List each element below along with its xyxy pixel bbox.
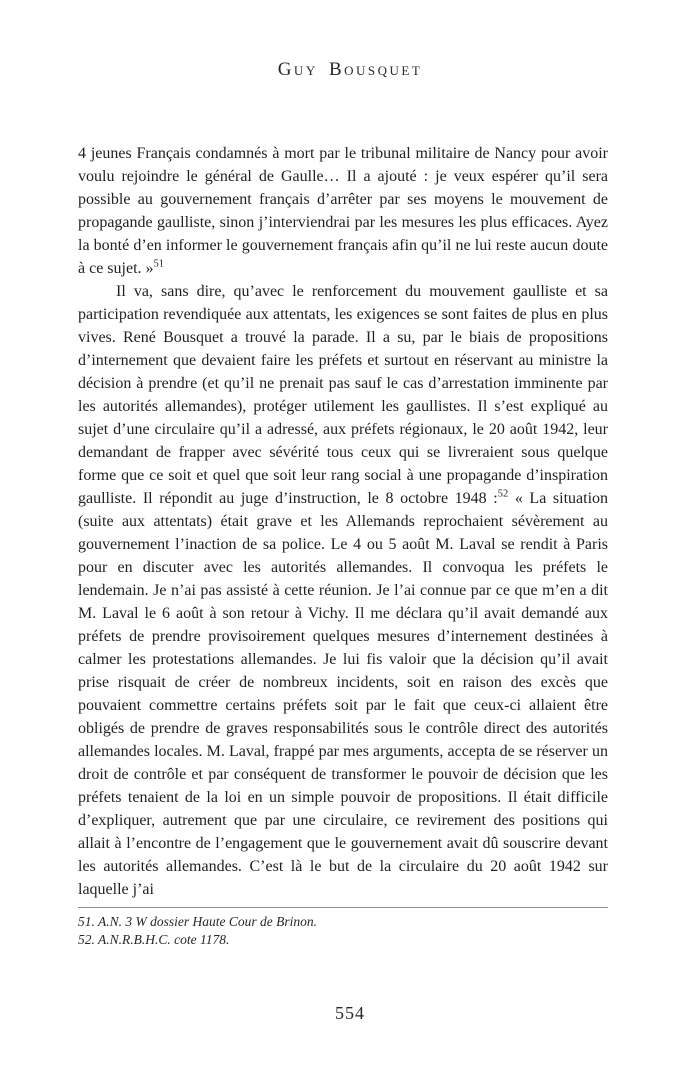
page-number: 554 xyxy=(335,1003,365,1023)
running-header: Guy Bousquet xyxy=(277,59,423,80)
paragraph: Il va, sans dire, qu’avec le renforcement du mouvement gaulliste et sa participation revendiquée aux attentats, les exigences se sont faites de plus en plus vives. René Bousquet a trouvé la parade. Il a su, par le biais de propositions d’internement que devaient faire les préfets et surtout en réservant au ministre la décision à prendre (et qu’il ne prenait pas sauf le cas d’arrestation imminente par les autorités allemandes), protéger utilement les gaullistes. Il s’est expliqué au sujet d’une circulaire qu’il a adressé, aux préfets régionaux, le 20 août 1942, leur demandant de frapper avec sévérité tous ceux qui se livreraient sous quelque forme que ce soit et quel que soit leur rang social à une propagande d’inspiration gaulliste. Il répondit au juge d’instruction, le 8 octobre 1948 :$^{52}$ « La situation (suite aux attentats) était grave et les Allemands reprochaient sévèrement au gouvernement l’inaction de sa police. Le 4 ou 5 août M. Laval se rendit à Paris pour en discuter avec les autorités allemandes. Il convoqua les préfets le lendemain. Je n’ai pas assisté à cette réunion. Je l’ai connue par ce que m’en a dit M. Laval le 6 août à son retour à Vichy. Il me déclara qu’il avait demandé aux préfets de prendre provisoirement quelques mesures d’internement destinées à calmer les protestations allemandes. Je lui fis valoir que la décision qu’il avait prise risquait de créer de nombreux incidents, soit en raison des excès que pouvaient commettre certains préfets soit par le fait que ceux-ci allaient être obligés de prendre de graves responsabilités sous le contrôle direct des autorités allemandes locales. M. Laval, frappé par mes arguments, accepta de se réserver un droit de contrôle et par conséquent de transformer le pouvoir de décision que les préfets tenaient de la loi en un simple pouvoir de propositions. Il était difficile d’expliquer, autrement que par une circulaire, ce revirement des positions qui allait à l’encontre de l’engagement que le gouvernement avait dû souscrire devant les autorités allemandes. C’est là le but de la circulaire du 20 août 1942 sur laquelle j’ai xyxy=(78,283,609,898)
footnote-marker: 51 xyxy=(153,258,165,270)
body-text xyxy=(78,142,608,901)
footnote-divider xyxy=(78,907,608,908)
text-column xyxy=(78,142,608,949)
footnote: 52. A.N.R.B.H.C. cote 1178. xyxy=(78,932,230,947)
footnote-marker: 52 xyxy=(497,488,509,500)
footnote: 51. A.N. 3 W dossier Haute Cour de Brinon. xyxy=(78,914,317,929)
footnotes xyxy=(78,913,608,949)
paragraph: 4 jeunes Français condamnés à mort par le tribunal militaire de Nancy pour avoir voulu rejoindre le général de Gaulle… Il a ajouté : je veux espérer qu’il sera possible au gouvernement français d’arrêter par ses moyens le mouvement de propagande gaulliste, sinon j’interviendrai par les mesures les plus efficaces. Ayez la bonté d’en informer le gouvernement français afin qu’il ne lui reste aucun doute à ce sujet. »$^{51}$ xyxy=(78,145,608,277)
